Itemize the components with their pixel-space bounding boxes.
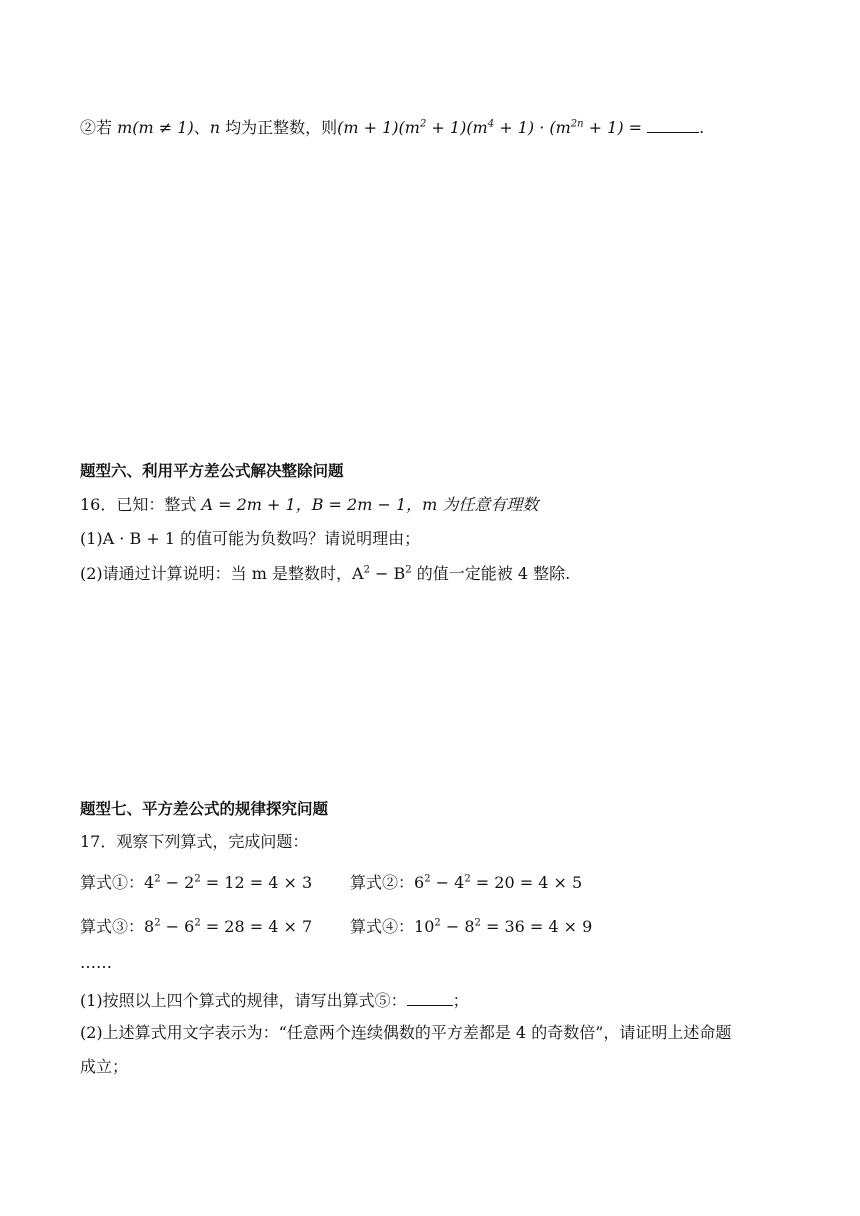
problem16-question2: (2)请通过计算说明：当 m 是整数时，$A^2 - B^2$ 的值一定能被 4 整除. — [80, 564, 571, 583]
formula-2-label: 算式②： — [350, 873, 415, 892]
answer-blank[interactable] — [647, 117, 699, 133]
answer-blank[interactable] — [407, 990, 453, 1006]
formula-4-expr: $10^2 - 8^2 = 36 = 4 \times 9$ — [414, 917, 593, 936]
problem17-q1-prefix: (1)按照以上四个算式的规律，请写出算式⑤： — [80, 991, 407, 1010]
section7-title: 题型七、平方差公式的规律探究问题 — [80, 800, 329, 818]
problem15-n-math: n — [209, 118, 221, 137]
problem16-stem-math: A = 2m + 1，B = 2m − 1，m 为任意有理数 — [201, 495, 539, 514]
problem17-q1-suffix: ； — [452, 991, 469, 1010]
problem17-stem: 17．观察下列算式，完成问题： — [80, 832, 309, 851]
problem17-question2-line2: 成立； — [80, 1057, 129, 1076]
problem15-condition-math: m(m ≠ 1) — [117, 118, 194, 137]
problem16-stem — [80, 494, 538, 516]
formula-1-expr: $4^2 - 2^2 = 12 = 4 \times 3$ — [144, 873, 313, 892]
formula-row-1 — [80, 872, 312, 894]
problem15-expression: $(m + 1)(m^2 + 1)(m^4 + 1) \cdot (m^{2n} + 1)$ = — [337, 118, 648, 137]
ellipsis: …… — [80, 953, 112, 972]
problem15-part2 — [80, 117, 704, 139]
problem16-question1: (1)A · B + 1 的值可能为负数吗？请说明理由； — [80, 529, 421, 548]
problem17-question1 — [80, 990, 469, 1012]
problem15-end: . — [699, 118, 705, 137]
section6-title: 题型六、利用平方差公式解决整除问题 — [80, 462, 344, 480]
formula-row-1-col2 — [350, 872, 582, 894]
formula-3-label: 算式③： — [80, 917, 145, 936]
problem15-part2-prefix: ②若 — [80, 118, 118, 137]
formula-1-label: 算式①： — [80, 873, 145, 892]
formula-row-2 — [80, 916, 312, 938]
formula-4-label: 算式④： — [350, 917, 415, 936]
problem17-question2-line1: (2)上述算式用文字表示为：“任意两个连续偶数的平方差都是 4 的奇数倍”，请证明上述命题 — [80, 1023, 732, 1042]
formula-2-expr: $6^2 - 4^2 = 20 = 4 \times 5$ — [414, 873, 583, 892]
problem16-stem-prefix: 16．已知：整式 — [80, 495, 202, 514]
problem15-separator: 、 — [193, 118, 210, 137]
formula-row-2-col2 — [350, 916, 592, 938]
formula-3-expr: $8^2 - 6^2 = 28 = 4 \times 7$ — [144, 917, 313, 936]
problem15-text: 均为正整数，则 — [220, 118, 338, 137]
